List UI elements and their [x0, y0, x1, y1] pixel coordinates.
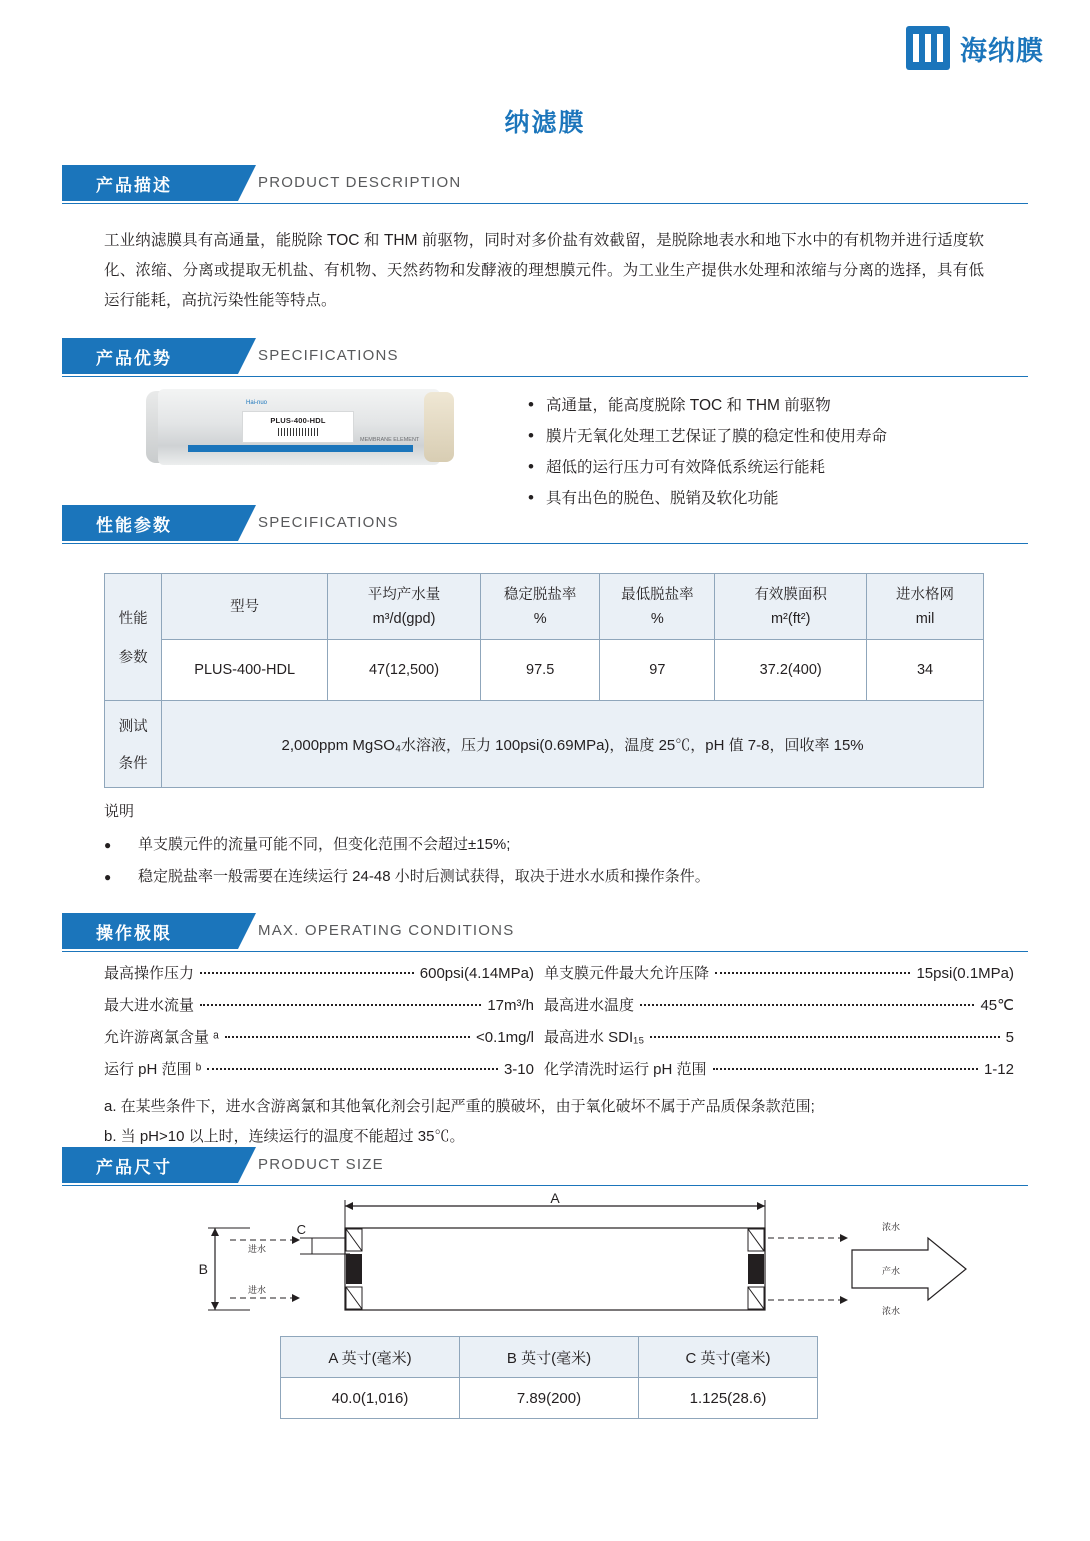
operating-label: 最高进水温度: [544, 997, 635, 1014]
section-header-description: [62, 165, 1028, 201]
operating-value: <0.1mg/l: [476, 1029, 534, 1046]
membrane-stripe: [188, 445, 413, 452]
section-header-advantages: [62, 338, 1028, 374]
operating-value: 15psi(0.1MPa): [916, 965, 1014, 982]
list-item: ● 稳定脱盐率一般需要在连续运行 24-48 小时后测试获得，取决于进水水质和操作条件。: [104, 861, 984, 893]
product-label: [242, 411, 354, 443]
dimension-diagram: [100, 1192, 990, 1332]
operating-label: 最大进水流量: [104, 997, 195, 1014]
dimension-drawing-svg: [100, 1192, 990, 1332]
col-header-feed-spacer: 进水格网 mil: [867, 574, 984, 640]
operating-left-column: [104, 958, 534, 1086]
operating-right-column: [544, 958, 1014, 1086]
operating-value: 3-10: [503, 1061, 534, 1078]
leader-dots: [715, 972, 910, 974]
section-en-description: PRODUCT DESCRIPTION: [258, 174, 462, 191]
col-header-area: 有效膜面积 m²(ft²): [715, 574, 867, 640]
brand-logo: [906, 26, 1044, 70]
section-header-size: [62, 1147, 1028, 1183]
footnote-b: b. 当 pH>10 以上时，连续运行的温度不能超过 35℃。: [104, 1128, 465, 1145]
footnote-a: a. 在某些条件下，进水含游离氯和其他氧化剂会引起严重的膜破坏，由于氧化破坏不属于产品质保条款范围;: [104, 1098, 815, 1115]
product-label-model: PLUS-400-HDL: [270, 416, 326, 425]
list-item: ● 单支膜元件的流量可能不同，但变化范围不会超过±15%;: [104, 829, 984, 861]
section-en-advantages: SPECIFICATIONS: [258, 347, 399, 364]
side-label-line2: 参数: [118, 650, 148, 666]
notes-block: [104, 800, 984, 893]
col-header-flow: 平均产水量 m³/d(gpd): [328, 574, 481, 640]
table-header-row: [105, 574, 984, 640]
table-row: [281, 1378, 818, 1419]
operating-label: 允许游离氯含量 ᵃ: [104, 1029, 219, 1046]
dimensions-table: [280, 1336, 818, 1419]
operating-value: 600psi(4.14MPa): [419, 965, 534, 982]
section-tag-performance: 性能参数: [62, 505, 238, 541]
section-en-performance: SPECIFICATIONS: [258, 514, 399, 531]
operating-row: [104, 1054, 534, 1086]
operating-footnotes: [104, 1092, 1024, 1152]
operating-value: 1-12: [983, 1061, 1014, 1078]
leader-dots: [207, 1068, 498, 1070]
section-tag-advantages: 产品优势: [62, 338, 238, 374]
operating-value: 17m³/h: [487, 997, 534, 1014]
table-row-condition: [105, 701, 984, 788]
leader-dots: [200, 1004, 481, 1006]
operating-row: [544, 1054, 1014, 1086]
cell-b: 7.89(200): [460, 1378, 639, 1419]
svg-text:A: A: [550, 1192, 560, 1206]
col-header-min-rejection: 最低脱盐率 %: [600, 574, 715, 640]
operating-row: [104, 958, 534, 990]
leader-dots: [225, 1036, 470, 1038]
side-label-condition: [105, 701, 162, 788]
barcode-icon: [278, 428, 318, 436]
operating-label: 化学清洗时运行 pH 范围: [544, 1061, 707, 1078]
operating-value: 5: [1005, 1029, 1014, 1046]
section-header-operating: [62, 913, 1028, 949]
performance-table: [104, 573, 984, 788]
operating-row: [544, 958, 1014, 990]
list-item: • 高通量，能高度脱除 TOC 和 THM 前驱物: [528, 390, 998, 421]
svg-text:浓水: 浓水: [882, 1222, 901, 1232]
cell-min-rejection: 97: [600, 640, 715, 701]
cond-label-line2: 条件: [118, 756, 148, 772]
col-header-model: 型号: [162, 574, 328, 640]
operating-row: [544, 1022, 1014, 1054]
col-header-stable-rejection: 稳定脱盐率 %: [480, 574, 600, 640]
cell-a: 40.0(1,016): [281, 1378, 460, 1419]
operating-row: [544, 990, 1014, 1022]
cell-stable-rejection: 97.5: [480, 640, 600, 701]
section-rule: [62, 376, 1028, 377]
advantages-list: [528, 390, 998, 514]
list-item: • 具有出色的脱色、脱销及软化功能: [528, 483, 998, 514]
hainamo-logo-icon: [906, 26, 950, 70]
col-header-c: C 英寸(毫米): [639, 1337, 818, 1378]
operating-label: 最高操作压力: [104, 965, 195, 982]
cell-flow: 47(12,500): [328, 640, 481, 701]
list-item: • 超低的运行压力可有效降低系统运行能耗: [528, 452, 998, 483]
operating-label: 运行 pH 范围 ᵇ: [104, 1061, 202, 1078]
notes-title: 说明: [104, 803, 135, 820]
section-en-operating: MAX. OPERATING CONDITIONS: [258, 922, 515, 939]
list-item: • 膜片无氧化处理工艺保证了膜的稳定性和使用寿命: [528, 421, 998, 452]
leader-dots: [200, 972, 414, 974]
svg-text:进水: 进水: [248, 1285, 267, 1295]
description-paragraph: 工业纳滤膜具有高通量，能脱除 TOC 和 THM 前驱物，同时对多价盐有效截留，是脱除地表水和地下水中的有机物并进行适度软化、浓缩、分离或提取无机盐、有机物、天然药物和发酵液的理想膜元件。为工业生产提供水处理和浓缩与分离的选择，具有低运行能耗，高抗污染性能等特点。: [104, 232, 984, 309]
col-header-b: B 英寸(毫米): [460, 1337, 639, 1378]
product-photo: [128, 383, 468, 473]
operating-value: 45℃: [980, 997, 1014, 1014]
svg-text:产水: 产水: [882, 1266, 901, 1276]
section-tag-size: 产品尺寸: [62, 1147, 238, 1183]
cell-test-condition: 2,000ppm MgSO₄水溶液，压力 100psi(0.69MPa)，温度 25℃，pH 值 7-8，回收率 15%: [162, 701, 984, 788]
page-title: 纳滤膜: [504, 109, 586, 137]
side-label-line1: 性能: [118, 611, 148, 627]
product-label-brand: Hai-nuo: [246, 400, 268, 406]
membrane-end-cap-right: [424, 392, 454, 462]
operating-row: [104, 990, 534, 1022]
cond-label-line1: 测试: [118, 719, 148, 735]
cell-c: 1.125(28.6): [639, 1378, 818, 1419]
section-rule: [62, 951, 1028, 952]
side-label-performance: [105, 574, 162, 701]
leader-dots: [640, 1004, 974, 1006]
section-header-performance: [62, 505, 1028, 541]
leader-dots: [650, 1036, 999, 1038]
table-row: [105, 640, 984, 701]
cell-area: 37.2(400): [715, 640, 867, 701]
operating-label: 最高进水 SDI₁₅: [544, 1029, 645, 1046]
leader-dots: [713, 1068, 978, 1070]
section-tag-description: 产品描述: [62, 165, 238, 201]
svg-text:浓水: 浓水: [882, 1306, 901, 1316]
section-rule: [62, 1185, 1028, 1186]
table-header-row: [281, 1337, 818, 1378]
col-header-a: A 英寸(毫米): [281, 1337, 460, 1378]
operating-row: [104, 1022, 534, 1054]
svg-text:B: B: [198, 1261, 208, 1277]
section-rule: [62, 543, 1028, 544]
product-label-small: MEMBRANE ELEMENT: [360, 437, 420, 443]
cell-feed-spacer: 34: [867, 640, 984, 701]
brand-name: 海纳膜: [960, 35, 1044, 66]
section-tag-operating: 操作极限: [62, 913, 238, 949]
section-en-size: PRODUCT SIZE: [258, 1156, 384, 1173]
svg-text:进水: 进水: [248, 1244, 267, 1254]
operating-label: 单支膜元件最大允许压降: [544, 965, 710, 982]
section-rule: [62, 203, 1028, 204]
svg-text:C: C: [296, 1222, 306, 1237]
cell-model: PLUS-400-HDL: [162, 640, 328, 701]
